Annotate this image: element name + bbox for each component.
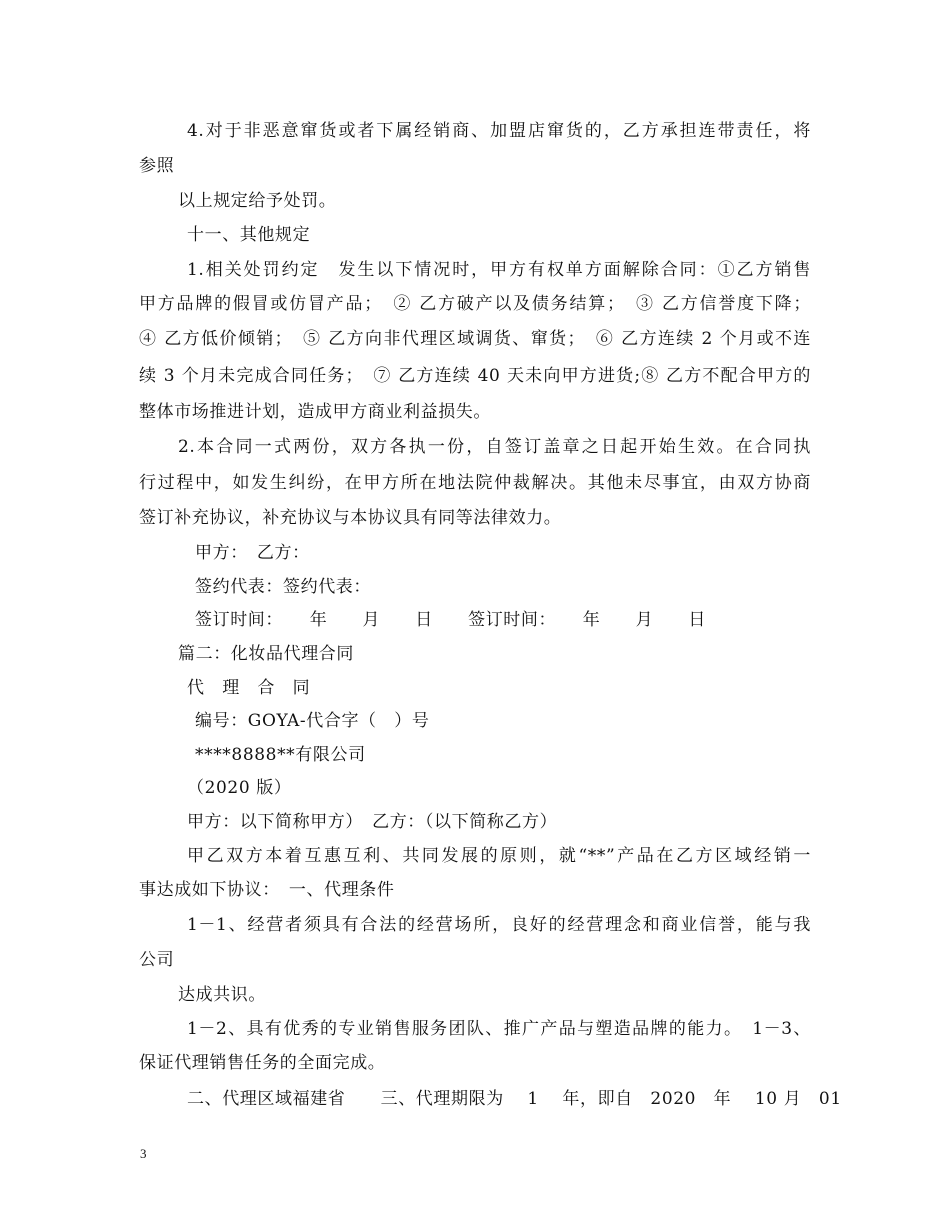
party-line: 甲方： 乙方： — [195, 543, 310, 563]
text-line: 以上规定给予处罚。 — [178, 191, 337, 211]
text-line: 行过程中，如发生纠纷，在甲方所在地法院仲裁解决。其他未尽事宜，由双方协商 — [139, 473, 811, 493]
text-line: 达成共识。 — [178, 985, 266, 1005]
signatory-line: 签约代表：签约代表： — [195, 577, 371, 597]
text-line: 整体市场推进计划，造成甲方商业利益损失。 — [139, 402, 491, 422]
text-line: 1.相关处罚约定 发生以下情况时，甲方有权单方面解除合同：①乙方销售 — [187, 260, 811, 280]
signing-date-line: 签订时间： 年 月 日 签订时间： 年 月 日 — [195, 610, 706, 630]
text-line: 公司 — [139, 950, 175, 970]
contract-number: 编号：GOYA-代合字（ ）号 — [195, 711, 430, 731]
text-line: 1－1、经营者须具有合法的经营场所，良好的经营理念和商业信誉，能与我 — [187, 915, 811, 935]
text-line: 二、代理区域福建省 三、代理期限为 1 年，即自 2020 年 10 月 01 — [187, 1089, 842, 1109]
text-line: 事达成如下协议： 一、代理条件 — [139, 880, 395, 900]
page-number: 3 — [140, 1146, 147, 1161]
text-line: 签订补充协议，补充协议与本协议具有同等法律效力。 — [139, 508, 562, 528]
section-heading: 十一、其他规定 — [187, 225, 311, 245]
text-line: 甲乙双方本着互惠互利、共同发展的原则，就“**”产品在乙方区域经销一 — [187, 846, 811, 866]
text-line: 4.对于非恶意窜货或者下属经销商、加盟店窜货的，乙方承担连带责任，将 — [187, 121, 811, 141]
contract-title: 代 理 合 同 — [187, 678, 311, 698]
text-line: 续 3 个月未完成合同任务； ⑦ 乙方连续 40 天未向甲方进货;⑧ 乙方不配合甲方的 — [139, 366, 811, 386]
edition-line: （2020 版） — [187, 778, 292, 798]
party-line: 甲方：以下简称甲方） 乙方：（以下简称乙方） — [187, 812, 558, 832]
text-line: 甲方品牌的假冒或仿冒产品； ② 乙方破产以及债务结算； ③ 乙方信誉度下降； — [139, 294, 811, 314]
text-line: 1－2、具有优秀的专业销售服务团队、推广产品与塑造品牌的能力。 1－3、 — [187, 1019, 811, 1039]
text-line: 2.本合同一式两份，双方各执一份，自签订盖章之日起开始生效。在合同执 — [178, 437, 811, 457]
text-line: 保证代理销售任务的全面完成。 — [139, 1053, 386, 1073]
company-name: ****8888**有限公司 — [195, 745, 366, 765]
chapter-heading: 篇二：化妆品代理合同 — [178, 644, 354, 664]
text-line: ④ 乙方低价倾销； ⑤ 乙方向非代理区域调货、窜货； ⑥ 乙方连续 2 个月或不连 — [139, 329, 811, 349]
text-line: 参照 — [139, 156, 175, 176]
